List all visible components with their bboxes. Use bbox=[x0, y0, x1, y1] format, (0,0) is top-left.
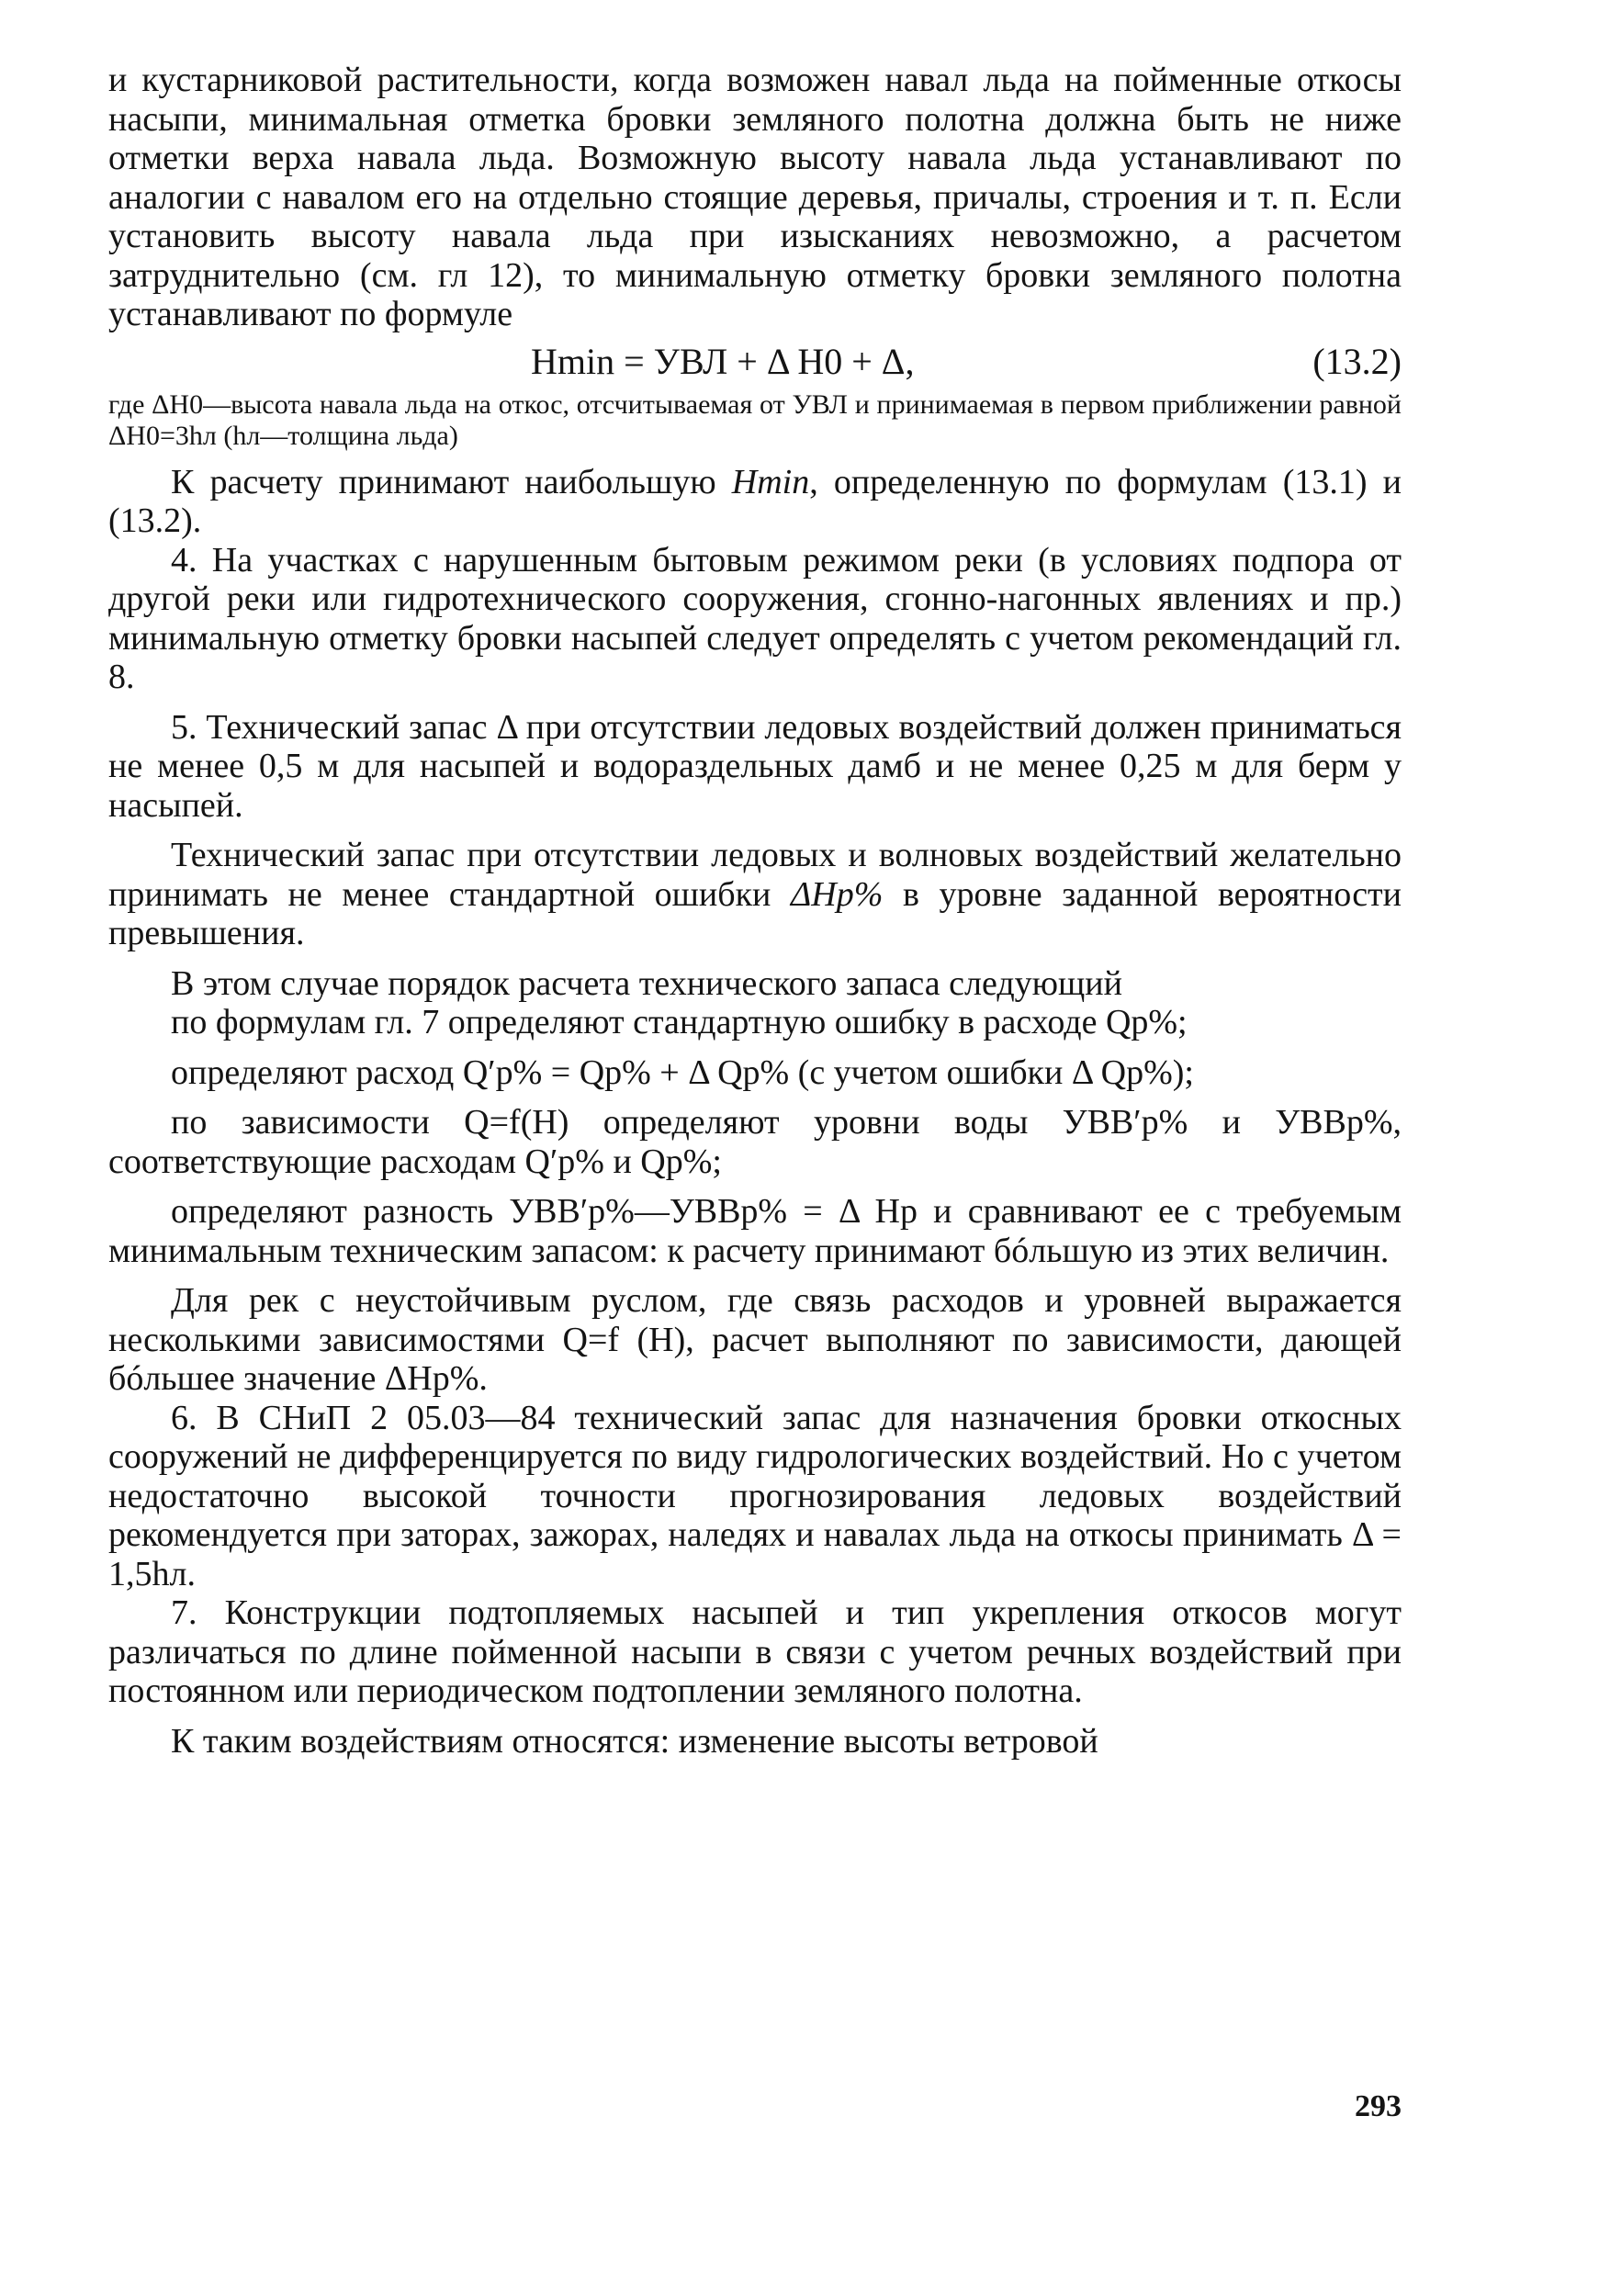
delta-h-symbol: ΔHp% bbox=[790, 874, 884, 914]
text-column bbox=[108, 61, 1402, 1761]
paragraph-calculation-start: К расчету принимают наибольшую bbox=[171, 462, 732, 501]
paragraph-item-6: 6. В СНиП 2 05.03—84 технический запас для назначения бровки откосных сооружений не дифференцируется по виду гидрологических воздействий. Но с учетом недостаточно высокой точности прогнозирования ледовых воздействий рекомендуется при заторах, зажорах, наледях и навалах льда на откосы принимать Δ = 1,5hл. bbox=[108, 1398, 1402, 1593]
paragraph-procedure: В этом случае порядок расчета технического запаса следующий bbox=[171, 963, 1122, 1003]
paragraph-calculation bbox=[108, 463, 1402, 541]
formula-note: где ΔH0—высота навала льда на откос, отсчитываемая от УВЛ и принимаемая в первом приближении равной ΔH0=3hл (hл—толщина льда) bbox=[108, 388, 1402, 451]
paragraph-unstable-channel: Для рек с неустойчивым руслом, где связь расходов и уровней выражается несколькими зависимостями Q=f (H), расчет выполняют по зависимости, дающей бóльшее значение ΔHp%. bbox=[108, 1281, 1402, 1398]
paragraph-impacts: К таким воздействиям относятся: изменение высоты ветровой bbox=[171, 1721, 1098, 1761]
formula-13-2 bbox=[108, 338, 1402, 386]
paragraph-tech-reserve bbox=[108, 836, 1402, 953]
paragraph-step-4: определяют разность УВВ′p%—УВВp% = Δ Hp и сравнивают ее с требуемым минимальным техническим запасом: к расчету принимают бóльшую из этих величин. bbox=[108, 1192, 1402, 1270]
h-min-symbol: Hmin bbox=[731, 462, 810, 501]
paragraph-item-4: 4. На участках с нарушенным бытовым режимом реки (в условиях подпора от другой реки или гидротехнического сооружения, сгонно-нагонных явлениях и пр.) минимальную отметку бровки насыпей следует определять с учетом рекомендаций гл. 8. bbox=[108, 540, 1402, 696]
paragraph-step-1: по формулам гл. 7 определяют стандартную ошибку в расходе Qp%; bbox=[171, 1003, 1188, 1041]
formula-number: (13.2) bbox=[1312, 340, 1402, 382]
paragraph-step-3: по зависимости Q=f(H) определяют уровни воды УВВ′p% и УВВp%, соответствующие расходам Q′p% и Qp%; bbox=[108, 1103, 1402, 1181]
paragraph-tech-reserve-start: Технический запас при отсутствии ледовых и волновых воздействий желательно принимать не менее стандартной ошибки bbox=[108, 836, 1402, 914]
page-number: 293 bbox=[1355, 2089, 1402, 2123]
paragraph-ice-pile: и кустарниковой растительности, когда возможен навал льда на пойменные откосы насыпи, минимальная отметка бровки земляного полотна должна быть не ниже отметки верха навала льда. Возможную высоту навала льда устанавливают по аналогии с навалом его на отдельно стоящие деревья, причалы, строения и т. п. Если установить высоту навала льда при изысканиях невозможно, а расчетом затруднительно (см. гл 12), то минимальную отметку бровки земляного полотна устанавливают по формуле bbox=[108, 61, 1402, 333]
formula-expression: Hmin = УВЛ + Δ H0 + Δ, bbox=[531, 340, 915, 382]
paragraph-tech-reserve-end: в уровне заданной вероятности превышения. bbox=[108, 874, 1402, 952]
paragraph-step-2: определяют расход Q′p% = Qp% + Δ Qp% (с учетом ошибки Δ Qp%); bbox=[171, 1052, 1194, 1092]
paragraph-calculation-end: , определенную по формулам (13.1) и (13.2). bbox=[108, 462, 1402, 540]
paragraph-item-5: 5. Технический запас Δ при отсутствии ледовых воздействий должен приниматься не менее 0,5 м для насыпей и водораздельных дамб и не менее 0,25 м для берм у насыпей. bbox=[108, 707, 1402, 825]
paragraph-item-7: 7. Конструкции подтопляемых насыпей и тип укрепления откосов могут различаться по длине пойменной насыпи в связи с учетом речных воздействий при постоянном или периодическом подтоплении земляного полотна. bbox=[108, 1593, 1402, 1710]
